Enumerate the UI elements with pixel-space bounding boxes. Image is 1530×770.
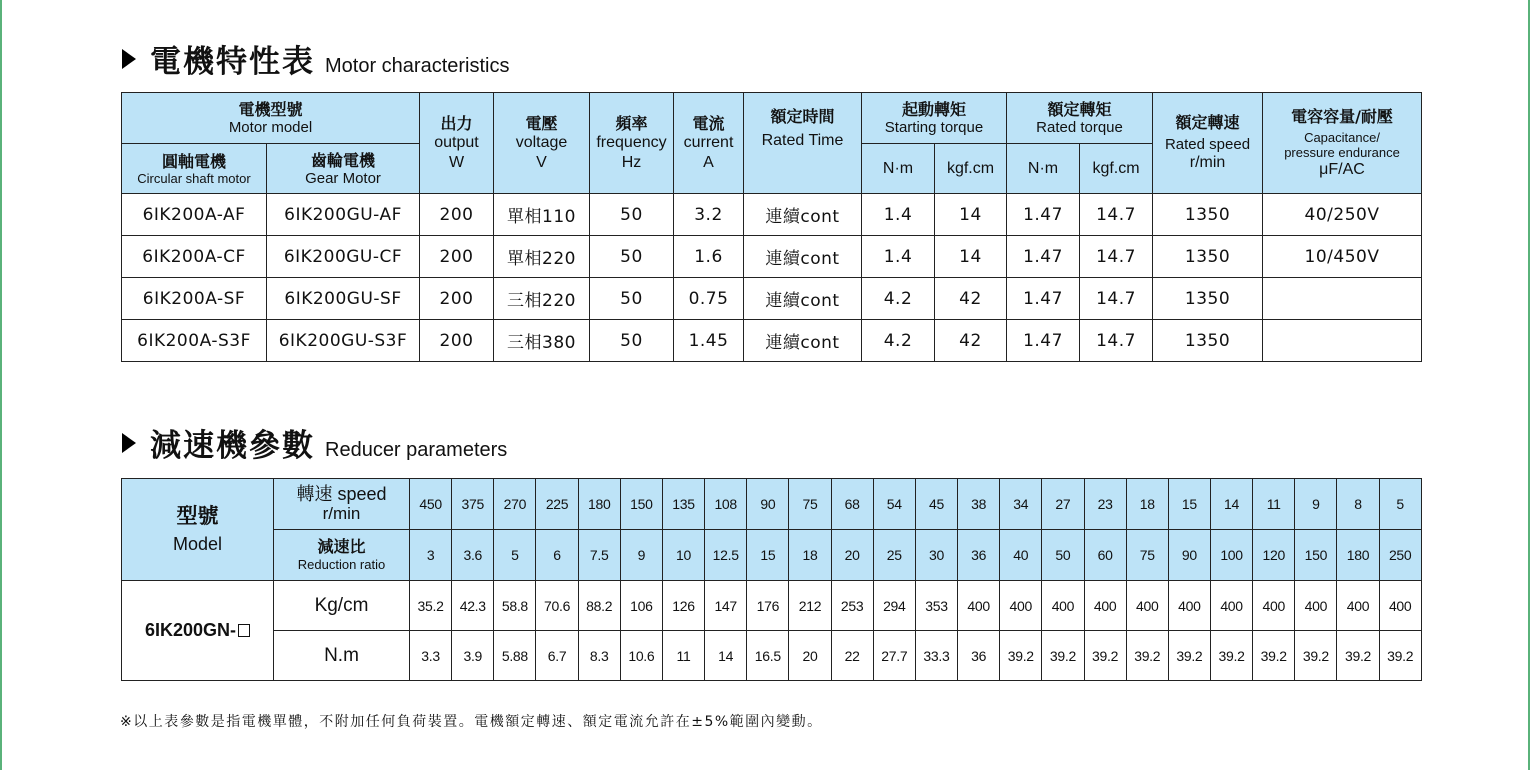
table-cell: 1350 (1153, 278, 1263, 320)
nm-cell: 6.7 (536, 631, 578, 681)
kgcm-cell: 400 (1379, 581, 1421, 631)
table-cell: 14 (935, 236, 1007, 278)
kgcm-cell: 400 (958, 581, 1000, 631)
nm-cell: 5.88 (494, 631, 536, 681)
nm-cell: 33.3 (915, 631, 957, 681)
speeds-cell: 108 (705, 479, 747, 530)
table-cell: 4.2 (862, 320, 935, 362)
table-cell: 50 (590, 236, 674, 278)
heading-en: Motor characteristics (325, 55, 510, 77)
header-text: A (703, 153, 714, 171)
header-text: Motor model (228, 119, 313, 136)
header-text: voltage (515, 133, 568, 151)
nm-cell: 27.7 (873, 631, 915, 681)
reducer-parameters-table (121, 478, 1422, 681)
table-row (122, 236, 1422, 278)
table-cell: 單相110 (494, 194, 590, 236)
kgcm-cell: 400 (1042, 581, 1084, 631)
header-text: Rated torque (1036, 119, 1123, 136)
nm-cell: 20 (789, 631, 831, 681)
reducer-parameters-heading (122, 420, 507, 465)
unit-header (1080, 144, 1153, 194)
nm-label-cell (274, 631, 410, 681)
speeds-cell: 11 (1253, 479, 1295, 530)
unit-header (935, 144, 1007, 194)
header-text: 電流 (692, 113, 725, 133)
nm-cell: 39.2 (1126, 631, 1168, 681)
speeds-cell: 8 (1337, 479, 1379, 530)
kgcm-cell: 400 (1295, 581, 1337, 631)
model-header (122, 479, 274, 581)
header-text: μF/AC (1319, 160, 1365, 178)
header-text: frequency (596, 133, 667, 151)
ratios-cell: 30 (915, 530, 957, 581)
motor-characteristics-table (121, 92, 1422, 362)
kgcm-cell: 212 (789, 581, 831, 631)
header-text: 電機型號 (238, 100, 303, 119)
model-name: 6IK200GN- (144, 620, 237, 640)
ratios-cell: 3 (410, 530, 452, 581)
speeds-cell: 18 (1126, 479, 1168, 530)
triangle-bullet-icon (122, 433, 136, 453)
header-text: 減速比 (317, 539, 366, 556)
heading-zh: 電機特性表 (150, 44, 315, 80)
kgcm-cell: 176 (747, 581, 789, 631)
starting-torque-header (862, 93, 1007, 144)
current-header (674, 93, 744, 194)
header-text: 額定時間 (770, 107, 835, 126)
ratios-cell: 36 (958, 530, 1000, 581)
gear-motor-header (267, 144, 420, 194)
table-cell: 6IK200A-SF (122, 278, 267, 320)
header-text: N·m (1027, 159, 1059, 177)
table-cell: 14.7 (1080, 236, 1153, 278)
speeds-cell: 75 (789, 479, 831, 530)
table-cell: 連續cont (744, 236, 862, 278)
nm-cell: 14 (705, 631, 747, 681)
ratios-cell: 120 (1253, 530, 1295, 581)
ratios-cell: 10 (662, 530, 704, 581)
circular-shaft-header (122, 144, 267, 194)
table-row (122, 278, 1422, 320)
row-label: Kg/cm (314, 594, 369, 616)
table-cell: 1.47 (1007, 278, 1080, 320)
speeds-cell: 5 (1379, 479, 1421, 530)
kgcm-cell: 400 (1337, 581, 1379, 631)
ratios-cell: 7.5 (578, 530, 620, 581)
table-cell: 6IK200GU-S3F (267, 320, 420, 362)
kgcm-cell: 400 (1210, 581, 1252, 631)
speeds-cell: 23 (1084, 479, 1126, 530)
header-text: kgf.cm (946, 159, 995, 177)
table-cell: 6IK200A-AF (122, 194, 267, 236)
header-text: 齒輪電機 (310, 150, 375, 170)
ratios-cell: 18 (789, 530, 831, 581)
unit-header (1007, 144, 1080, 194)
table-cell: 三相220 (494, 278, 590, 320)
nm-cell: 39.2 (1168, 631, 1210, 681)
table-cell: 3.2 (674, 194, 744, 236)
table-row (122, 194, 1422, 236)
unit-header (862, 144, 935, 194)
table-cell: 200 (420, 236, 494, 278)
speeds-cell: 15 (1168, 479, 1210, 530)
ratios-cell: 40 (1000, 530, 1042, 581)
model-name-cell (122, 581, 274, 681)
header-text: kgf.cm (1092, 159, 1140, 177)
nm-cell: 22 (831, 631, 873, 681)
table-cell: 50 (590, 320, 674, 362)
speeds-cell: 68 (831, 479, 873, 530)
header-text: 圓軸電機 (161, 151, 226, 171)
ratios-cell: 90 (1168, 530, 1210, 581)
kgcm-cell: 88.2 (578, 581, 620, 631)
table-cell: 50 (590, 194, 674, 236)
ratios-cell: 6 (536, 530, 578, 581)
table-cell: 1.47 (1007, 236, 1080, 278)
nm-cell: 8.3 (578, 631, 620, 681)
table-cell: 200 (420, 320, 494, 362)
table-cell: 1.45 (674, 320, 744, 362)
nm-cell: 39.2 (1042, 631, 1084, 681)
kgcm-cell: 35.2 (410, 581, 452, 631)
speeds-cell: 150 (620, 479, 662, 530)
nm-cell: 39.2 (1379, 631, 1421, 681)
kgcm-cell: 126 (662, 581, 704, 631)
kgcm-cell: 294 (873, 581, 915, 631)
header-text: N·m (882, 159, 914, 177)
header-text: 電壓 (525, 113, 558, 133)
header-text: Hz (621, 153, 642, 171)
speeds-cell: 225 (536, 479, 578, 530)
ratios-cell: 100 (1210, 530, 1252, 581)
ratios-cell: 5 (494, 530, 536, 581)
table-cell: 0.75 (674, 278, 744, 320)
kgcm-cell: 70.6 (536, 581, 578, 631)
table-cell: 6IK200GU-SF (267, 278, 420, 320)
table-cell: 10/450V (1263, 236, 1422, 278)
table-cell: 4.2 (862, 278, 935, 320)
header-text: Rated speed (1164, 136, 1251, 153)
table-cell: 14.7 (1080, 194, 1153, 236)
header-text: 轉速 speed (296, 484, 387, 504)
table-cell: 1.47 (1007, 194, 1080, 236)
ratios-cell: 3.6 (452, 530, 494, 581)
speeds-cell: 45 (915, 479, 957, 530)
kgcm-cell: 253 (831, 581, 873, 631)
table-row (122, 320, 1422, 362)
nm-cell: 3.9 (452, 631, 494, 681)
header-text: 額定轉矩 (1047, 100, 1112, 119)
header-text: 出力 (440, 113, 473, 133)
header-text: 型號 (176, 504, 219, 528)
ratios-cell: 250 (1379, 530, 1421, 581)
table-cell (1263, 278, 1422, 320)
ratios-cell: 50 (1042, 530, 1084, 581)
speeds-cell: 270 (494, 479, 536, 530)
table-cell: 6IK200A-CF (122, 236, 267, 278)
capacitance-header (1263, 93, 1422, 194)
ratios-cell: 150 (1295, 530, 1337, 581)
header-text: 起動轉矩 (901, 100, 966, 119)
table-cell: 1350 (1153, 320, 1263, 362)
nm-cell: 16.5 (747, 631, 789, 681)
header-text: 頻率 (615, 113, 648, 133)
heading-zh: 減速機參數 (150, 428, 315, 464)
row-label: N.m (324, 644, 359, 666)
table-cell (1263, 320, 1422, 362)
table-cell: 6IK200GU-CF (267, 236, 420, 278)
ratios-cell: 25 (873, 530, 915, 581)
table-cell: 42 (935, 320, 1007, 362)
header-text: Model (172, 533, 223, 554)
kgcm-cell: 147 (705, 581, 747, 631)
speeds-cell: 450 (410, 479, 452, 530)
speeds-cell: 90 (747, 479, 789, 530)
ratio-header (274, 530, 410, 581)
motor-characteristics-heading (122, 36, 510, 81)
header-text: W (448, 153, 465, 171)
kgcm-label-cell (274, 581, 410, 631)
header-text: output (434, 133, 479, 151)
nm-cell: 39.2 (1000, 631, 1042, 681)
speeds-cell: 375 (452, 479, 494, 530)
table-cell: 50 (590, 278, 674, 320)
header-text: pressure endurance (1284, 144, 1400, 160)
frequency-header (590, 93, 674, 194)
kgcm-cell: 58.8 (494, 581, 536, 631)
header-text: Reduction ratio (297, 557, 386, 572)
speeds-cell: 180 (578, 479, 620, 530)
speeds-cell: 38 (958, 479, 1000, 530)
nm-cell: 39.2 (1295, 631, 1337, 681)
table-cell: 三相380 (494, 320, 590, 362)
header-text: Starting torque (884, 119, 984, 136)
nm-cell: 10.6 (620, 631, 662, 681)
output-header (420, 93, 494, 194)
table-cell: 1350 (1153, 194, 1263, 236)
header-text: Gear Motor (305, 169, 381, 187)
table-cell: 42 (935, 278, 1007, 320)
speeds-cell: 135 (662, 479, 704, 530)
speed-header (274, 479, 410, 530)
table-cell: 200 (420, 194, 494, 236)
table-cell: 200 (420, 278, 494, 320)
rated-torque-header (1007, 93, 1153, 144)
speeds-cell: 9 (1295, 479, 1337, 530)
table-cell: 1350 (1153, 236, 1263, 278)
table-cell: 14 (935, 194, 1007, 236)
ratios-cell: 60 (1084, 530, 1126, 581)
header-text: Capacitance/ (1304, 129, 1380, 145)
table-cell: 14.7 (1080, 278, 1153, 320)
nm-cell: 11 (662, 631, 704, 681)
header-text: r/min (322, 504, 361, 523)
ratios-cell: 15 (747, 530, 789, 581)
kgcm-cell: 42.3 (452, 581, 494, 631)
table-cell: 1.47 (1007, 320, 1080, 362)
ratios-cell: 20 (831, 530, 873, 581)
rated-time-header (744, 93, 862, 194)
speeds-cell: 14 (1210, 479, 1252, 530)
kgcm-cell: 400 (1126, 581, 1168, 631)
rated-speed-header (1153, 93, 1263, 194)
header-text: 電容容量/耐壓 (1291, 106, 1393, 126)
table-cell: 連續cont (744, 320, 862, 362)
heading-en: Reducer parameters (325, 439, 508, 461)
kgcm-cell: 400 (1253, 581, 1295, 631)
ratios-cell: 180 (1337, 530, 1379, 581)
ratios-cell: 9 (620, 530, 662, 581)
ratios-cell: 12.5 (705, 530, 747, 581)
kgcm-cell: 400 (1084, 581, 1126, 631)
box-placeholder-icon (238, 624, 250, 637)
nm-cell: 3.3 (410, 631, 452, 681)
motor-model-header (122, 93, 420, 144)
header-text: current (683, 133, 734, 151)
speeds-cell: 34 (1000, 479, 1042, 530)
nm-cell: 39.2 (1253, 631, 1295, 681)
triangle-bullet-icon (122, 49, 136, 69)
table-cell: 單相220 (494, 236, 590, 278)
table-cell: 6IK200A-S3F (122, 320, 267, 362)
table-cell: 連續cont (744, 194, 862, 236)
nm-cell: 39.2 (1337, 631, 1379, 681)
kgcm-cell: 106 (620, 581, 662, 631)
footnote: ※以上表參數是指電機單體，不附加任何負荷裝置。電機額定轉速、額定電流允許在±5%範圍內變動。 (120, 714, 823, 730)
kgcm-cell: 353 (915, 581, 957, 631)
nm-cell: 39.2 (1210, 631, 1252, 681)
kgcm-cell: 400 (1000, 581, 1042, 631)
table-cell: 1.4 (862, 236, 935, 278)
header-text: 額定轉速 (1175, 113, 1240, 132)
kgcm-cell: 400 (1168, 581, 1210, 631)
speeds-cell: 54 (873, 479, 915, 530)
ratios-cell: 75 (1126, 530, 1168, 581)
table-cell: 1.4 (862, 194, 935, 236)
header-text: r/min (1189, 154, 1226, 171)
nm-cell: 39.2 (1084, 631, 1126, 681)
nm-cell: 36 (958, 631, 1000, 681)
table-cell: 1.6 (674, 236, 744, 278)
table-cell: 40/250V (1263, 194, 1422, 236)
table-cell: 14.7 (1080, 320, 1153, 362)
header-text: V (536, 153, 547, 171)
voltage-header (494, 93, 590, 194)
table-cell: 連續cont (744, 278, 862, 320)
table-cell: 6IK200GU-AF (267, 194, 420, 236)
header-text: Circular shaft motor (137, 170, 251, 186)
header-text: Rated Time (761, 132, 844, 149)
speeds-cell: 27 (1042, 479, 1084, 530)
